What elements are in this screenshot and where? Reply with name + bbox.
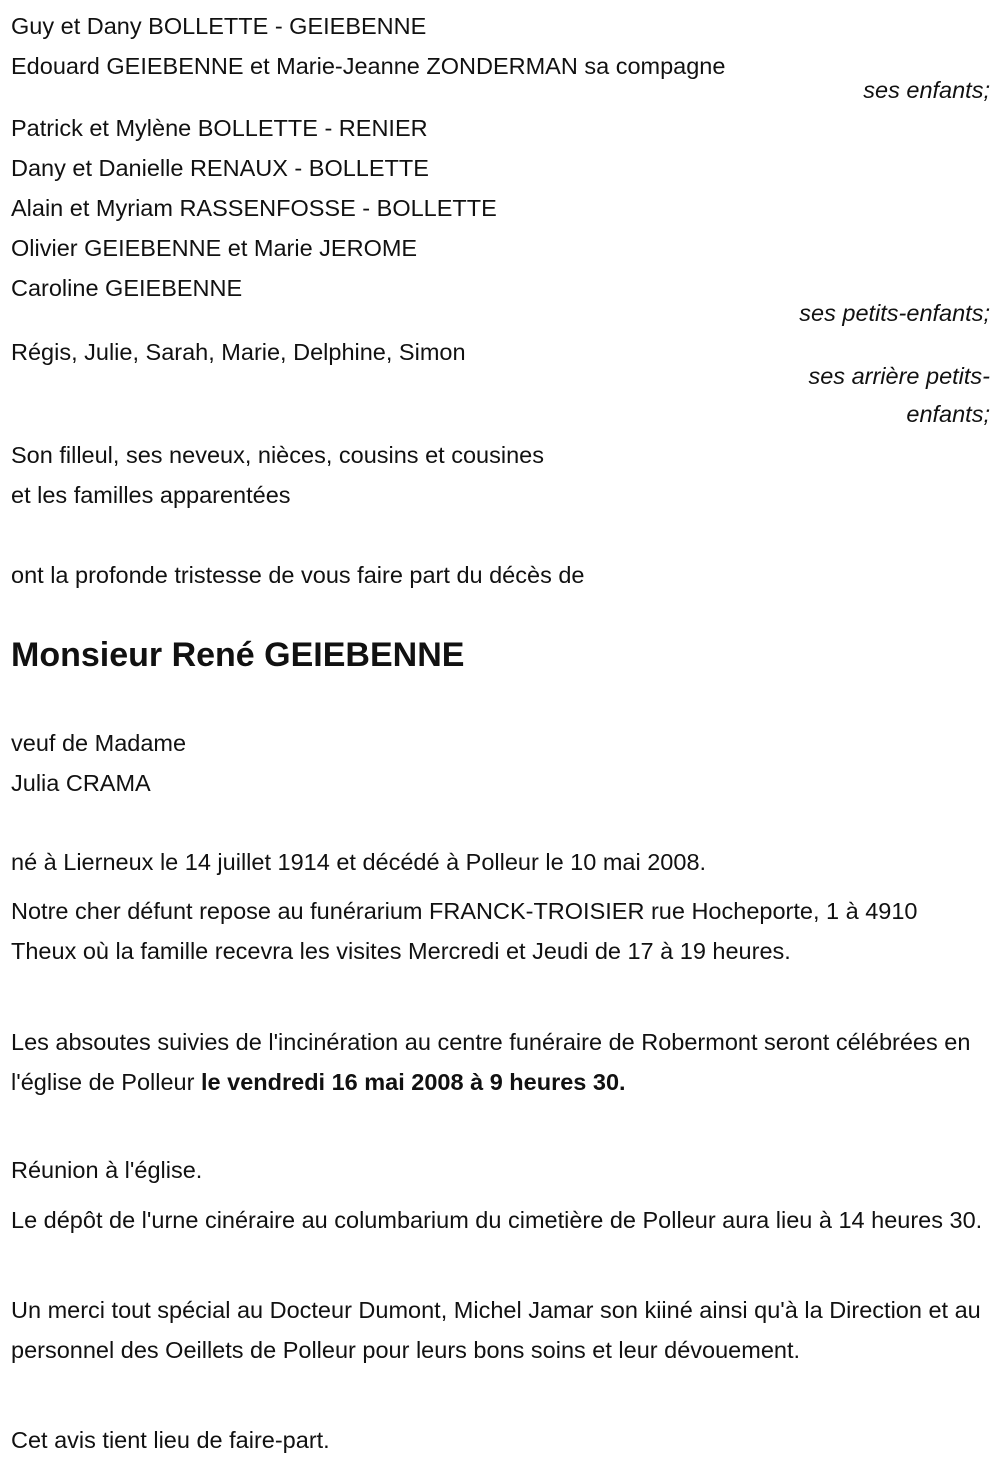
family-line: Régis, Julie, Sarah, Marie, Delphine, Simon — [11, 339, 466, 365]
urn-paragraph: Le dépôt de l'urne cinéraire au columbarium du cimetière de Polleur aura lieu à 14 heures 30. — [11, 1207, 983, 1233]
relation-label: ses arrière petits- — [808, 363, 990, 389]
family-line: Olivier GEIEBENNE et Marie JEROME — [11, 235, 418, 261]
deceased-name: Monsieur René GEIEBENNE — [11, 636, 465, 674]
family-line: Caroline GEIEBENNE — [11, 275, 243, 301]
ceremony-text: Les absoutes suivies de l'incinération au centre funéraire de Robermont seront célébrées en l'église de Polleur — [11, 1029, 971, 1095]
family-line: Guy et Dany BOLLETTE - GEIEBENNE — [11, 13, 427, 39]
widower-line: veuf de Madame — [11, 730, 187, 756]
relation-label: enfants; — [906, 401, 990, 427]
ceremony-paragraph — [11, 1022, 986, 1102]
funerarium-paragraph: Notre cher défunt repose au funérarium FRANCK-TROISIER rue Hocheporte, 1 à 4910 Theux où la famille recevra les visites Mercredi et Jeudi de 17 à 19 heures. — [11, 898, 918, 964]
family-line: Edouard GEIEBENNE et Marie-Jeanne ZONDERMAN sa compagne — [11, 53, 726, 79]
ceremony-date: le vendredi 16 mai 2008 à 9 heures 30. — [201, 1069, 626, 1095]
family-line: et les familles apparentées — [11, 482, 291, 508]
relation-label: ses petits-enfants; — [799, 300, 990, 326]
family-line: Son filleul, ses neveux, nièces, cousins et cousines — [11, 442, 544, 468]
reunion: Réunion à l'église. — [11, 1157, 203, 1183]
birth-death: né à Lierneux le 14 juillet 1914 et décédé à Polleur le 10 mai 2008. — [11, 849, 707, 875]
announcement: ont la profonde tristesse de vous faire part du décès de — [11, 562, 585, 588]
family-line: Patrick et Mylène BOLLETTE - RENIER — [11, 115, 428, 141]
thanks-paragraph: Un merci tout spécial au Docteur Dumont, Michel Jamar son kiiné ainsi qu'à la Direction et au personnel des Oeillets de Polleur pour leurs bons soins et leur dévouement. — [11, 1297, 981, 1363]
widower-line: Julia CRAMA — [11, 770, 151, 796]
family-line: Alain et Myriam RASSENFOSSE - BOLLETTE — [11, 195, 497, 221]
family-line: Dany et Danielle RENAUX - BOLLETTE — [11, 155, 429, 181]
closing: Cet avis tient lieu de faire-part. — [11, 1427, 330, 1453]
relation-label: ses enfants; — [863, 77, 990, 103]
